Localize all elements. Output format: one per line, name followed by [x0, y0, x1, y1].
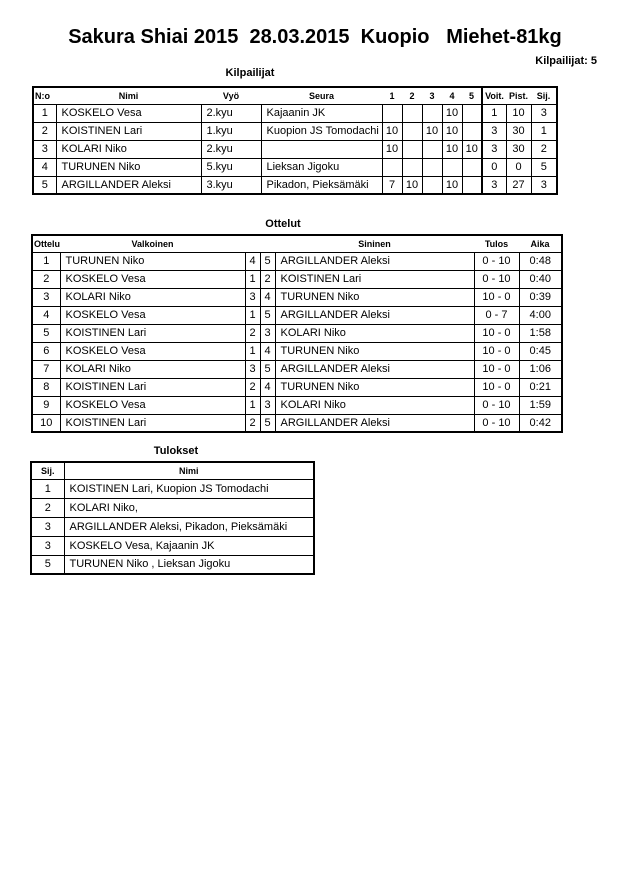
header-club: Seura	[261, 87, 382, 104]
match-time: 0:45	[519, 342, 562, 360]
match-row	[32, 324, 562, 342]
round-score-4: 10	[442, 122, 462, 140]
blue-fighter-name: KOLARI Niko	[275, 324, 474, 342]
blue-fighter-number: 4	[260, 342, 275, 360]
match-time: 1:06	[519, 360, 562, 378]
result-name: ARGILLANDER Aleksi, Pikadon, Pieksämäki	[64, 517, 314, 536]
white-fighter-number: 1	[245, 396, 260, 414]
blue-fighter-number: 4	[260, 288, 275, 306]
results-table-caption: Tulokset	[153, 445, 199, 457]
white-fighter-name: KOSKELO Vesa	[60, 396, 245, 414]
blue-fighter-name: ARGILLANDER Aleksi	[275, 414, 474, 432]
white-fighter-number: 1	[245, 342, 260, 360]
header-belt: Vyö	[201, 87, 261, 104]
blue-fighter-name: TURUNEN Niko	[275, 378, 474, 396]
round-score-2	[402, 158, 422, 176]
header-wins: Voit.	[482, 87, 506, 104]
round-score-1	[382, 104, 402, 122]
competitor-count-label: Kilpailijat: 5	[535, 55, 597, 67]
round-score-4: 10	[442, 104, 462, 122]
round-score-1: 10	[382, 140, 402, 158]
competitor-number: 2	[33, 122, 56, 140]
match-time: 1:59	[519, 396, 562, 414]
competitor-row	[33, 122, 557, 140]
competitor-club: Kuopion JS Tomodachi	[261, 122, 382, 140]
round-score-4: 10	[442, 176, 462, 194]
result-row	[31, 498, 314, 517]
header-number: N:o	[33, 87, 56, 104]
competitor-name: ARGILLANDER Aleksi	[56, 176, 201, 194]
header-result: Tulos	[474, 235, 519, 252]
match-time: 0:42	[519, 414, 562, 432]
competitor-number: 4	[33, 158, 56, 176]
match-row	[32, 306, 562, 324]
round-score-3	[422, 158, 442, 176]
competitors-table-caption: Kilpailijat	[225, 67, 275, 79]
white-fighter-name: KOLARI Niko	[60, 288, 245, 306]
white-fighter-number: 2	[245, 378, 260, 396]
result-place: 1	[31, 479, 64, 498]
competitor-place: 5	[531, 158, 557, 176]
blue-fighter-number: 3	[260, 324, 275, 342]
matches-header-row	[32, 235, 562, 252]
competitor-points: 27	[506, 176, 531, 194]
blue-fighter-number: 3	[260, 396, 275, 414]
competitor-row	[33, 158, 557, 176]
match-number: 6	[32, 342, 60, 360]
competitor-number: 3	[33, 140, 56, 158]
competitor-club: Lieksan Jigoku	[261, 158, 382, 176]
match-number: 9	[32, 396, 60, 414]
blue-fighter-name: TURUNEN Niko	[275, 288, 474, 306]
white-fighter-number: 1	[245, 306, 260, 324]
results-table	[30, 461, 315, 575]
match-result: 0 - 10	[474, 270, 519, 288]
blue-fighter-number: 5	[260, 252, 275, 270]
white-fighter-name: KOSKELO Vesa	[60, 270, 245, 288]
round-score-3	[422, 176, 442, 194]
competitor-row	[33, 104, 557, 122]
competitor-club: Kajaanin JK	[261, 104, 382, 122]
competitor-place: 1	[531, 122, 557, 140]
blue-fighter-number: 2	[260, 270, 275, 288]
result-row	[31, 536, 314, 555]
match-number: 5	[32, 324, 60, 342]
header-name: Nimi	[64, 462, 314, 479]
header-time: Aika	[519, 235, 562, 252]
competitor-belt: 2.kyu	[201, 140, 261, 158]
match-time: 0:40	[519, 270, 562, 288]
match-row	[32, 342, 562, 360]
competitor-name: KOLARI Niko	[56, 140, 201, 158]
match-row	[32, 252, 562, 270]
blue-fighter-name: ARGILLANDER Aleksi	[275, 306, 474, 324]
round-score-5	[462, 158, 482, 176]
competitors-table	[32, 86, 558, 195]
match-time: 0:21	[519, 378, 562, 396]
header-name: Nimi	[56, 87, 201, 104]
match-row	[32, 378, 562, 396]
white-fighter-name: KOSKELO Vesa	[60, 306, 245, 324]
round-score-4	[442, 158, 462, 176]
round-score-2	[402, 104, 422, 122]
white-fighter-number: 3	[245, 360, 260, 378]
round-score-1: 7	[382, 176, 402, 194]
competitor-row	[33, 176, 557, 194]
match-row	[32, 360, 562, 378]
result-place: 3	[31, 536, 64, 555]
competitor-place: 3	[531, 104, 557, 122]
match-number: 1	[32, 252, 60, 270]
match-result: 10 - 0	[474, 342, 519, 360]
match-number: 4	[32, 306, 60, 324]
competitor-name: TURUNEN Niko	[56, 158, 201, 176]
header-round-2: 2	[402, 87, 422, 104]
competitor-club: Pikadon, Pieksämäki	[261, 176, 382, 194]
header-place: Sij.	[31, 462, 64, 479]
header-white: Valkoinen	[60, 235, 245, 252]
match-number: 2	[32, 270, 60, 288]
competitor-belt: 3.kyu	[201, 176, 261, 194]
competitor-number: 5	[33, 176, 56, 194]
match-time: 4:00	[519, 306, 562, 324]
result-row	[31, 555, 314, 574]
competitor-wins: 3	[482, 176, 506, 194]
competitor-name: KOSKELO Vesa	[56, 104, 201, 122]
header-blue: Sininen	[275, 235, 474, 252]
blue-fighter-number: 5	[260, 360, 275, 378]
result-row	[31, 517, 314, 536]
competitor-points: 30	[506, 140, 531, 158]
match-row	[32, 414, 562, 432]
round-score-5	[462, 104, 482, 122]
white-fighter-name: KOISTINEN Lari	[60, 378, 245, 396]
result-place: 2	[31, 498, 64, 517]
result-name: TURUNEN Niko , Lieksan Jigoku	[64, 555, 314, 574]
match-result: 10 - 0	[474, 378, 519, 396]
header-round-5: 5	[462, 87, 482, 104]
header-place: Sij.	[531, 87, 557, 104]
blue-fighter-name: ARGILLANDER Aleksi	[275, 252, 474, 270]
header-round-3: 3	[422, 87, 442, 104]
competitor-place: 3	[531, 176, 557, 194]
competitor-belt: 1.kyu	[201, 122, 261, 140]
blue-fighter-name: KOISTINEN Lari	[275, 270, 474, 288]
round-score-3	[422, 140, 442, 158]
round-score-5: 10	[462, 140, 482, 158]
results-header-row	[31, 462, 314, 479]
result-place: 3	[31, 517, 64, 536]
competitor-row	[33, 140, 557, 158]
round-score-2	[402, 122, 422, 140]
competitor-wins: 1	[482, 104, 506, 122]
blue-fighter-name: TURUNEN Niko	[275, 342, 474, 360]
white-fighter-number: 4	[245, 252, 260, 270]
match-number: 8	[32, 378, 60, 396]
competitor-points: 30	[506, 122, 531, 140]
match-time: 0:48	[519, 252, 562, 270]
white-fighter-name: TURUNEN Niko	[60, 252, 245, 270]
competitors-header-row	[33, 87, 557, 104]
white-fighter-name: KOISTINEN Lari	[60, 324, 245, 342]
header-points: Pist.	[506, 87, 531, 104]
competitor-club	[261, 140, 382, 158]
white-fighter-number: 2	[245, 324, 260, 342]
blue-fighter-name: ARGILLANDER Aleksi	[275, 360, 474, 378]
competitor-belt: 2.kyu	[201, 104, 261, 122]
result-name: KOSKELO Vesa, Kajaanin JK	[64, 536, 314, 555]
competitor-wins: 3	[482, 122, 506, 140]
header-match-number: Ottelu	[32, 235, 60, 252]
blue-fighter-number: 5	[260, 414, 275, 432]
competitor-points: 0	[506, 158, 531, 176]
round-score-2	[402, 140, 422, 158]
white-fighter-number: 3	[245, 288, 260, 306]
match-result: 0 - 10	[474, 414, 519, 432]
match-result: 10 - 0	[474, 288, 519, 306]
match-number: 10	[32, 414, 60, 432]
match-row	[32, 396, 562, 414]
blue-fighter-number: 4	[260, 378, 275, 396]
header-round-1: 1	[382, 87, 402, 104]
match-row	[32, 288, 562, 306]
result-name: KOISTINEN Lari, Kuopion JS Tomodachi	[64, 479, 314, 498]
competitor-wins: 0	[482, 158, 506, 176]
page-title: Sakura Shiai 2015 28.03.2015 Kuopio Miehet-81kg	[68, 26, 562, 48]
match-result: 10 - 0	[474, 324, 519, 342]
result-row	[31, 479, 314, 498]
competitor-name: KOISTINEN Lari	[56, 122, 201, 140]
white-fighter-name: KOISTINEN Lari	[60, 414, 245, 432]
white-fighter-name: KOLARI Niko	[60, 360, 245, 378]
white-fighter-name: KOSKELO Vesa	[60, 342, 245, 360]
white-fighter-number: 2	[245, 414, 260, 432]
competitor-points: 10	[506, 104, 531, 122]
round-score-1	[382, 158, 402, 176]
matches-table	[31, 234, 563, 433]
result-name: KOLARI Niko,	[64, 498, 314, 517]
match-result: 10 - 0	[474, 360, 519, 378]
header-round-4: 4	[442, 87, 462, 104]
round-score-3	[422, 104, 442, 122]
match-row	[32, 270, 562, 288]
blue-fighter-number: 5	[260, 306, 275, 324]
round-score-2: 10	[402, 176, 422, 194]
match-result: 0 - 10	[474, 252, 519, 270]
matches-table-caption: Ottelut	[265, 218, 301, 230]
competitor-wins: 3	[482, 140, 506, 158]
competitor-place: 2	[531, 140, 557, 158]
white-fighter-number: 1	[245, 270, 260, 288]
match-number: 7	[32, 360, 60, 378]
match-result: 0 - 7	[474, 306, 519, 324]
result-place: 5	[31, 555, 64, 574]
round-score-1: 10	[382, 122, 402, 140]
round-score-4: 10	[442, 140, 462, 158]
round-score-5	[462, 176, 482, 194]
match-number: 3	[32, 288, 60, 306]
round-score-5	[462, 122, 482, 140]
header-blue-no	[260, 235, 275, 252]
competitor-number: 1	[33, 104, 56, 122]
round-score-3: 10	[422, 122, 442, 140]
match-result: 0 - 10	[474, 396, 519, 414]
header-white-no	[245, 235, 260, 252]
match-time: 1:58	[519, 324, 562, 342]
blue-fighter-name: KOLARI Niko	[275, 396, 474, 414]
competitor-belt: 5.kyu	[201, 158, 261, 176]
match-time: 0:39	[519, 288, 562, 306]
